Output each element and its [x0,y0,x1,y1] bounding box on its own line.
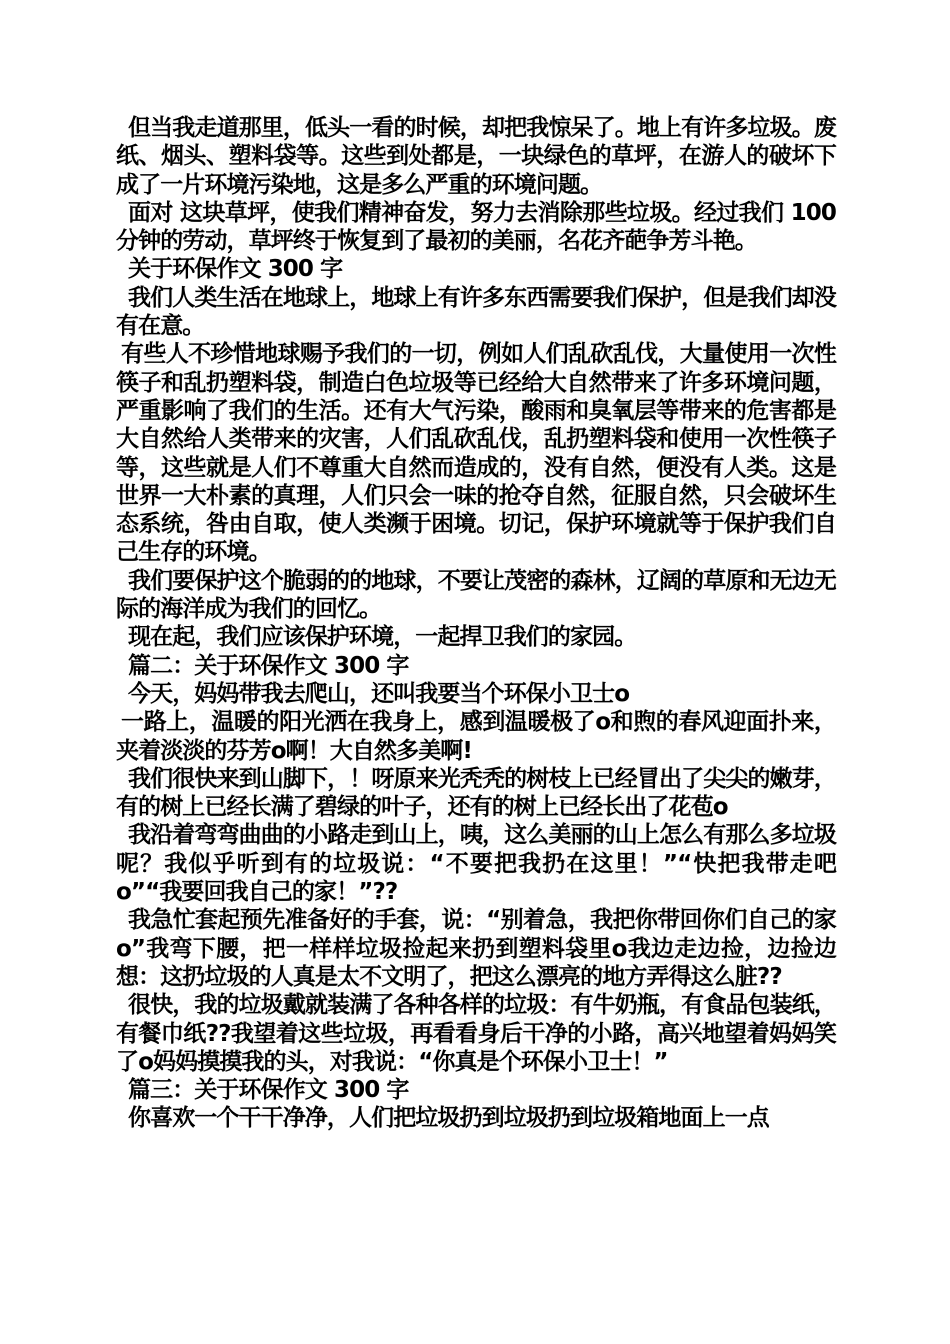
paragraph-mountain-foot: 我们很快来到山脚下，！呀原来光秃秃的树枝上已经冒出了尖尖的嫩芽，有的树上已经长满了碧绿的叶子，还有的树上已经长出了花苞ο [116,765,836,821]
paragraph-defend-home: 现在起，我们应该保护环境，一起捍卫我们的家园。 [128,624,637,651]
paragraph-fragile-earth: 我们要保护这个脆弱的的地球，不要让茂密的森林，辽阔的草原和无边无际的海洋成为我们的回忆。 [116,567,836,623]
paragraph-grass-trash: 但当我走道那里，低头一看的时候，却把我惊呆了。地上有许多垃圾。废纸、烟头、塑料袋等。这些到处都是，一块绿色的草坪，在游人的破坏下成了一片环境污染地，这是多么严重的环境问题。 [116,115,836,198]
paragraph-clean-place: 你喜欢一个干干净净，人们把垃圾扔到垃圾扔到垃圾箱地面上一点 [128,1105,769,1132]
section-heading-3: 篇三：关于环保作文 300 字 [128,1077,409,1104]
section-heading-1: 关于环保作文 300 字 [128,256,343,283]
paragraph-eco-guard: 很快，我的垃圾戴就装满了各种各样的垃圾：有牛奶瓶，有食品包装纸，有餐巾纸??我望着这些垃圾，再看看身后干净的小路，高兴地望着妈妈笑了ο妈妈摸摸我的头，对我说：“你真是个环保小卫士！” [116,992,836,1075]
paragraph-earth-protect: 我们人类生活在地球上，地球上有许多东西需要我们保护，但是我们却没有在意。 [116,284,836,340]
paragraph-environment-problems: 有些人不珍惜地球赐予我们的一切，例如人们乱砍乱伐，大量使用一次性筷子和乱扔塑料袋，制造白色垃圾等已经给大自然带来了许多环境问题，严重影响了我们的生活。还有大气污染，酸雨和臭氧层等带来的危害都是大自然给人类带来的灾害，人们乱砍乱伐，乱扔塑料袋和使用一次性筷子等，这些就是人们不尊重大自然而造成的，没有自然，便没有人类。这是世界一大朴素的真理，人们只会一味的抢夺自然，征服自然，只会破坏生态系统，咎由自取，使人类濒于困境。切记，保护环境就等于保护我们自己生存的环境。 [116,341,836,566]
paragraph-pick-trash: 我急忙套起预先准备好的手套，说：“别着急，我把你带回你们自己的家ο”我弯下腰，把一样样垃圾捡起来扔到塑料袋里ο我边走边捡，边捡边想：这扔垃圾的人真是太不文明了，把这么漂亮的地方弄得这么脏?? [116,907,836,990]
document-body [116,114,836,1133]
paragraph-climb-mountain: 今天，妈妈带我去爬山，还叫我要当个环保小卫士ο [128,680,630,707]
section-heading-2: 篇二：关于环保作文 300 字 [128,652,409,679]
paragraph-trash-voices: 我沿着弯弯曲曲的小路走到山上，咦，这么美丽的山上怎么有那么多垃圾呢？我似乎听到有的垃圾说：“不要把我扔在这里！”“快把我带走吧ο”“我要回我自己的家！”?? [116,822,836,906]
paragraph-cleanup: 面对 这块草坪，使我们精神奋发，努力去消除那些垃圾。经过我们 100 分钟的劳动，草坪终于恢复到了最初的美丽，名花齐葩争芳斗艳。 [116,199,836,255]
paragraph-warm-sun: 一路上，温暖的阳光洒在我身上，感到温暖极了ο和煦的春风迎面扑来，夹着淡淡的芬芳ο啊！大自然多美啊! [116,709,836,764]
